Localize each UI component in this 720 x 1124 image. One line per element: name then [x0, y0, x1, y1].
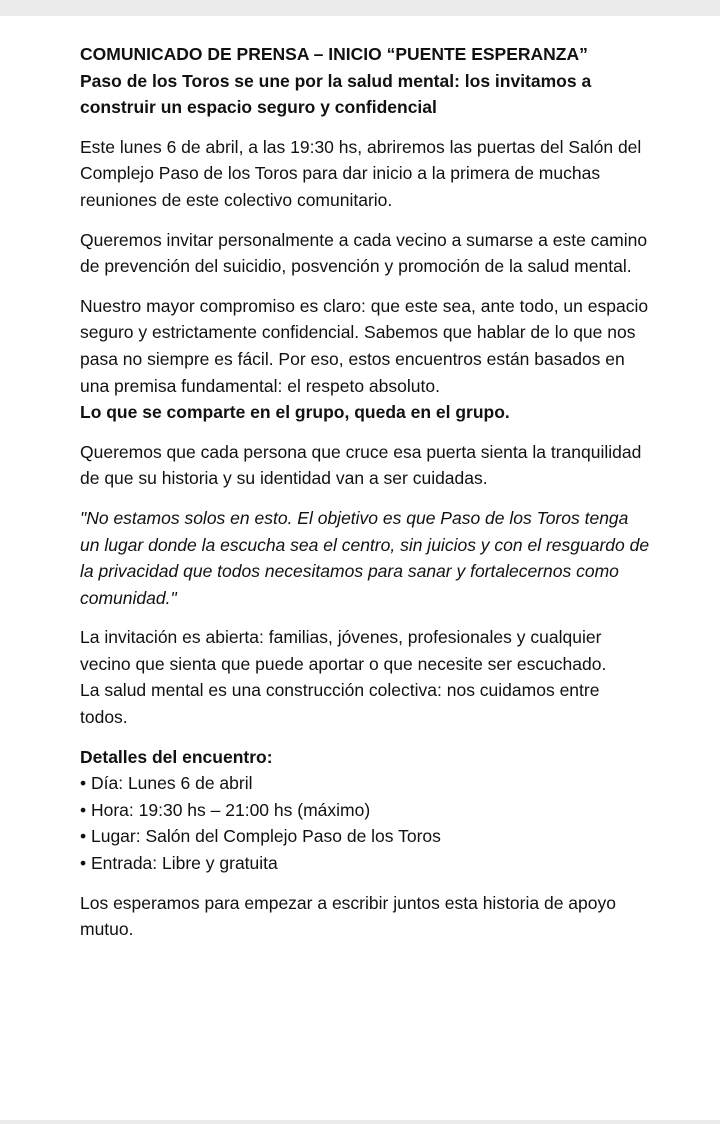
details-block: [80, 744, 650, 877]
paragraph-commitment-block: [80, 293, 650, 426]
detail-place: • Lugar: Salón del Complejo Paso de los Toros: [80, 826, 441, 847]
headline: COMUNICADO DE PRENSA – INICIO “PUENTE ESPERANZA”: [80, 44, 588, 64]
details-heading: Detalles del encuentro:: [80, 746, 273, 767]
paragraph-invitation: Queremos invitar personalmente a cada vecino a sumarse a este camino de prevención del suicidio, posvención y promoción de la salud mental.: [80, 229, 648, 277]
detail-entry: • Entrada: Libre y gratuita: [80, 853, 278, 874]
top-bar: [0, 0, 720, 16]
press-release-document: [80, 41, 650, 956]
paragraph-open-invitation: La invitación es abierta: familias, jóvenes, profesionales y cualquier vecino que sienta que puede aportar o que necesite ser escuchado.: [80, 627, 607, 674]
paragraph-collective: La salud mental es una construcción colectiva: nos cuidamos entre todos.: [80, 680, 600, 728]
subheadline: Paso de los Toros se une por la salud mental: los invitamos a construir un espacio seguro y confidencial: [80, 70, 592, 118]
header-block: [80, 41, 650, 121]
closing-paragraph: Los esperamos para empezar a escribir juntos esta historia de apoyo mutuo.: [80, 892, 616, 940]
detail-time: • Hora: 19:30 hs – 21:00 hs (máximo): [80, 799, 371, 820]
confidentiality-emphasis: Lo que se comparte en el grupo, queda en el grupo.: [80, 402, 510, 423]
paragraph-commitment: Nuestro mayor compromiso es claro: que este sea, ante todo, un espacio seguro y estrictamente confidencial. Sabemos que hablar de lo que nos pasa no siempre es fácil. Por eso, estos encuentros están basados en una premisa fundamental: el respeto absoluto.: [80, 295, 649, 396]
quote: "No estamos solos en esto. El objetivo es que Paso de los Toros tenga un lugar donde la escucha sea el centro, sin juicios y con el resguardo de la privacidad que todos necesitamos para sanar y fortalecernos como comunidad.": [80, 507, 650, 608]
paragraph-open-invitation-block: [80, 624, 650, 730]
bottom-bar: [0, 1120, 720, 1124]
paragraph-care: Queremos que cada persona que cruce esa puerta sienta la tranquilidad de que su historia y su identidad van a ser cuidadas.: [80, 441, 642, 489]
paragraph-intro: Este lunes 6 de abril, a las 19:30 hs, abriremos las puertas del Salón del Complejo Paso de los Toros para dar inicio a la primera de muchas reuniones de este colectivo comunitario.: [80, 136, 642, 210]
detail-day: • Día: Lunes 6 de abril: [80, 773, 253, 794]
